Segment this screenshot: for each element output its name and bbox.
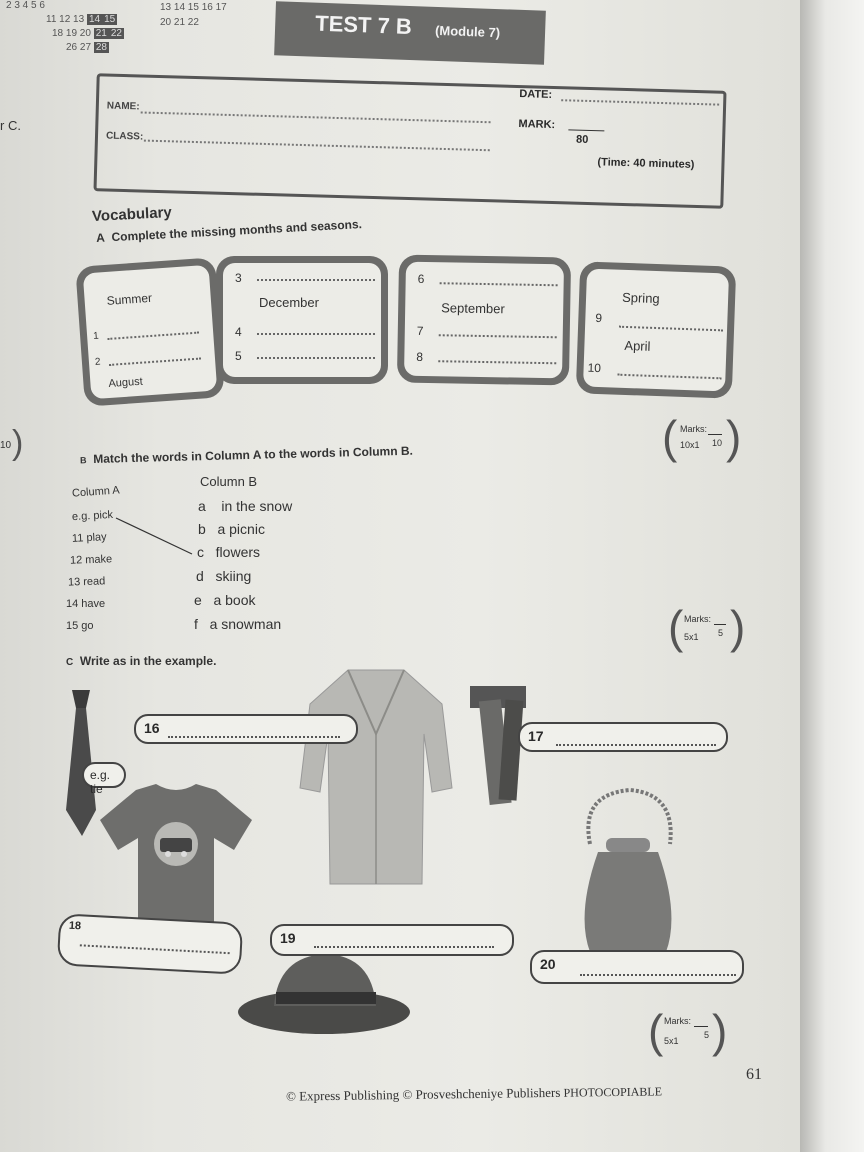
column-a-item: 13 read xyxy=(67,575,106,589)
hat-illustration xyxy=(234,946,412,1036)
test-title-banner xyxy=(274,1,546,64)
season-summer: Summer xyxy=(106,290,153,308)
item-number: 17 xyxy=(528,728,544,744)
month-september: September xyxy=(441,300,505,317)
test-title: TEST 7 B xyxy=(314,10,413,40)
calendar-row: 2 3 4 5 6 xyxy=(6,0,45,11)
marks-calc: 5x1 xyxy=(664,1036,679,1046)
column-a-item: 11 play xyxy=(71,531,107,545)
marks-line xyxy=(708,434,722,435)
tshirt-illustration xyxy=(96,780,256,930)
calendar-row: 18 19 20 21 22 xyxy=(52,28,122,39)
name-field[interactable] xyxy=(141,111,491,123)
column-a-item: 15 go xyxy=(66,620,94,632)
marks-paren-right: ) xyxy=(712,1005,728,1057)
answer-16-pill xyxy=(134,714,358,744)
month-card-spring xyxy=(576,261,737,398)
item-number: 16 xyxy=(144,720,160,736)
marks-label: Marks: xyxy=(680,424,707,434)
date-label: DATE: xyxy=(519,88,553,101)
date-field[interactable] xyxy=(561,99,719,105)
name-label: NAME: xyxy=(106,100,140,113)
task-c-instruction: C Write as in the example. xyxy=(66,654,217,668)
marks-calc: 10x1 xyxy=(680,440,700,450)
answer-6-field[interactable] xyxy=(440,282,558,286)
item-number: 1 xyxy=(92,330,100,342)
column-b-item: a in the snow xyxy=(198,498,293,514)
season-spring: Spring xyxy=(621,289,660,307)
marks-label: Marks: xyxy=(684,614,711,624)
item-number: 6 xyxy=(417,271,425,286)
item-number: 8 xyxy=(416,349,424,364)
answer-17-field[interactable] xyxy=(556,744,716,746)
column-b-item: d skiing xyxy=(196,568,252,584)
answer-3-field[interactable] xyxy=(257,279,375,281)
answer-20-field[interactable] xyxy=(580,974,736,976)
mark-total: 80 xyxy=(575,133,589,146)
answer-7-field[interactable] xyxy=(439,334,557,338)
marks-paren-right: ) xyxy=(726,411,742,463)
column-a-item: e.g. pick xyxy=(71,508,114,524)
marks-paren-left: ( xyxy=(662,411,678,463)
example-match-line xyxy=(110,510,200,560)
example-text: e.g. tie xyxy=(90,768,111,796)
answer-16-field[interactable] xyxy=(168,736,340,738)
student-info-box xyxy=(93,73,726,209)
column-b-item: b a picnic xyxy=(198,521,265,537)
answer-1-field[interactable] xyxy=(107,332,199,340)
marks-total: 10 xyxy=(712,438,723,448)
answer-4-field[interactable] xyxy=(257,333,375,335)
mark-line xyxy=(568,129,604,131)
item-number: 10 xyxy=(587,360,602,376)
marks-label: Marks: xyxy=(664,1016,691,1026)
item-number: 3 xyxy=(235,271,242,285)
margin-score: 10 xyxy=(0,440,12,451)
item-number: 20 xyxy=(540,956,556,972)
handbag-illustration xyxy=(576,784,680,956)
copyright-footer: © Express Publishing © Prosveshcheniye Publishers PHOTOCOPIABLE xyxy=(285,1084,663,1104)
month-august: August xyxy=(108,375,144,391)
task-a-instruction: A Complete the missing months and seasons. xyxy=(95,217,363,245)
marks-total: 5 xyxy=(704,1030,710,1040)
module-label: (Module 7) xyxy=(434,22,501,41)
item-number: 9 xyxy=(595,310,603,326)
answer-19-field[interactable] xyxy=(314,946,494,948)
month-card-summer xyxy=(75,257,224,406)
column-b-item: c flowers xyxy=(197,544,261,560)
margin-text: r C. xyxy=(0,118,21,133)
month-card-winter xyxy=(216,256,388,384)
answer-20-pill xyxy=(530,950,744,984)
calendar-row: 26 27 28 xyxy=(66,42,107,53)
class-field[interactable] xyxy=(144,140,490,152)
answer-10-field[interactable] xyxy=(617,374,721,380)
item-number: 2 xyxy=(94,356,101,368)
calendar-row: 20 21 22 xyxy=(160,17,199,28)
page-number: 61 xyxy=(746,1066,762,1083)
answer-18-pill xyxy=(57,913,243,975)
item-number: 7 xyxy=(416,323,424,338)
column-a-title: Column A xyxy=(71,484,121,500)
month-card-autumn xyxy=(397,255,571,386)
calendar-row: 13 14 15 16 17 xyxy=(160,2,227,13)
answer-5-field[interactable] xyxy=(257,357,375,359)
answer-17-pill xyxy=(518,722,728,752)
answer-8-field[interactable] xyxy=(438,360,556,364)
answer-18-field[interactable] xyxy=(80,944,230,954)
answer-9-field[interactable] xyxy=(619,326,723,332)
item-number: 18 xyxy=(68,919,82,933)
section-heading: Vocabulary xyxy=(91,203,173,226)
margin-paren: ) xyxy=(12,424,24,462)
column-a-item: 14 have xyxy=(66,598,106,610)
column-a-item: 12 make xyxy=(69,553,113,567)
marks-total: 5 xyxy=(718,628,724,638)
column-b-title: Column B xyxy=(200,474,258,489)
item-number: 19 xyxy=(280,930,296,946)
marks-paren-left: ( xyxy=(648,1005,664,1057)
answer-19-pill xyxy=(270,924,514,956)
book-page-edge xyxy=(800,0,864,1152)
calendar-row: 11 12 13 14 15 xyxy=(46,14,116,25)
class-label: CLASS: xyxy=(105,130,144,143)
marks-paren-left: ( xyxy=(668,601,684,653)
column-b-item: f a snowman xyxy=(194,616,282,632)
mark-label: MARK: xyxy=(518,118,556,132)
coat-illustration xyxy=(296,664,456,890)
time-note: (Time: 40 minutes) xyxy=(597,156,695,171)
marks-paren-right: ) xyxy=(730,601,746,653)
marks-calc: 5x1 xyxy=(684,632,699,642)
answer-2-field[interactable] xyxy=(109,358,201,366)
marks-line xyxy=(694,1026,708,1027)
month-april: April xyxy=(624,337,651,354)
item-number: 4 xyxy=(235,325,242,339)
month-december: December xyxy=(259,295,319,310)
task-b-instruction: B Match the words in Column A to the words in Column B. xyxy=(79,443,414,467)
column-b-item: e a book xyxy=(194,592,256,608)
marks-line xyxy=(714,624,726,625)
item-number: 5 xyxy=(235,349,242,363)
